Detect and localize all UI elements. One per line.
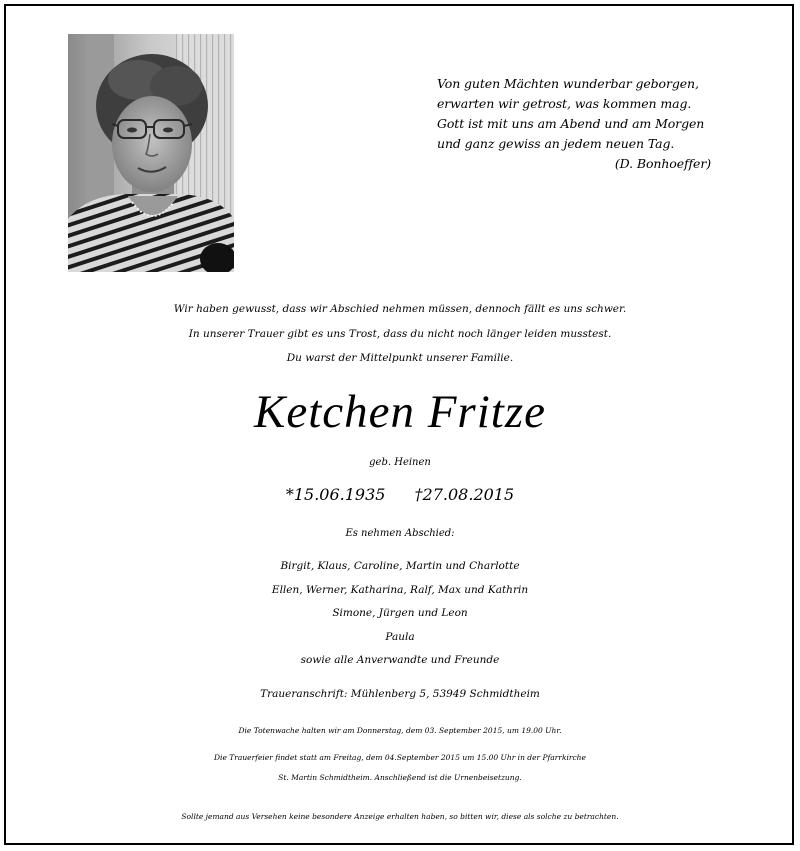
life-dates bbox=[0, 484, 800, 506]
mourners-list bbox=[0, 555, 800, 673]
birth-name: geb. Heinen bbox=[369, 457, 431, 468]
birth-date: *15.06.1935 bbox=[285, 485, 386, 504]
mourner-line: Birgit, Klaus, Caroline, Martin und Charlotte bbox=[280, 560, 520, 572]
quote-line: erwarten wir getrost, was kommen mag. bbox=[437, 96, 692, 111]
intro-line: Wir haben gewusst, dass wir Abschied nehmen müssen, dennoch fällt es uns schwer. bbox=[173, 303, 627, 315]
intro-line: In unserer Trauer gibt es uns Trost, dass du nicht noch länger leiden musstest. bbox=[188, 327, 612, 340]
footer-note: Sollte jemand aus Versehen keine besondere Anzeige erhalten haben, so bitten wir, diese als solche zu betrachten. bbox=[181, 812, 619, 821]
bonhoeffer-quote bbox=[437, 74, 737, 174]
quote-line: Gott ist mit uns am Abend und am Morgen bbox=[437, 116, 705, 131]
wake-notice: Die Totenwache halten wir am Donnerstag, dem 03. September 2015, um 19.00 Uhr. bbox=[238, 726, 562, 735]
funeral-line: Die Trauerfeier findet statt am Freitag, dem 04.September 2015 um 15.00 Uhr in der Pfarrkirche bbox=[214, 753, 586, 762]
mourner-line: Paula bbox=[385, 630, 415, 643]
intro-text bbox=[0, 297, 800, 371]
mourner-line: Simone, Jürgen und Leon bbox=[332, 607, 468, 619]
mourner-line: sowie alle Anverwandte und Freunde bbox=[300, 654, 500, 666]
mourning-address: Traueranschrift: Mühlenberg 5, 53949 Schmidtheim bbox=[260, 688, 540, 700]
funeral-notice bbox=[0, 748, 800, 787]
farewell-heading: Es nehmen Abschied: bbox=[345, 528, 455, 539]
quote-line: und ganz gewiss an jedem neuen Tag. bbox=[437, 136, 675, 151]
portrait-photo bbox=[68, 34, 234, 272]
quote-line: Von guten Mächten wunderbar geborgen, bbox=[437, 76, 699, 91]
quote-author: (D. Bonhoeffer) bbox=[614, 156, 711, 171]
death-date: †27.08.2015 bbox=[414, 485, 515, 504]
funeral-line: St. Martin Schmidtheim. Anschließend ist die Urnenbeisetzung. bbox=[278, 772, 522, 782]
intro-line: Du warst der Mittelpunkt unserer Familie. bbox=[286, 352, 514, 364]
deceased-name: Ketchen Fritze bbox=[253, 386, 546, 438]
mourner-line: Ellen, Werner, Katharina, Ralf, Max und Kathrin bbox=[271, 583, 529, 596]
